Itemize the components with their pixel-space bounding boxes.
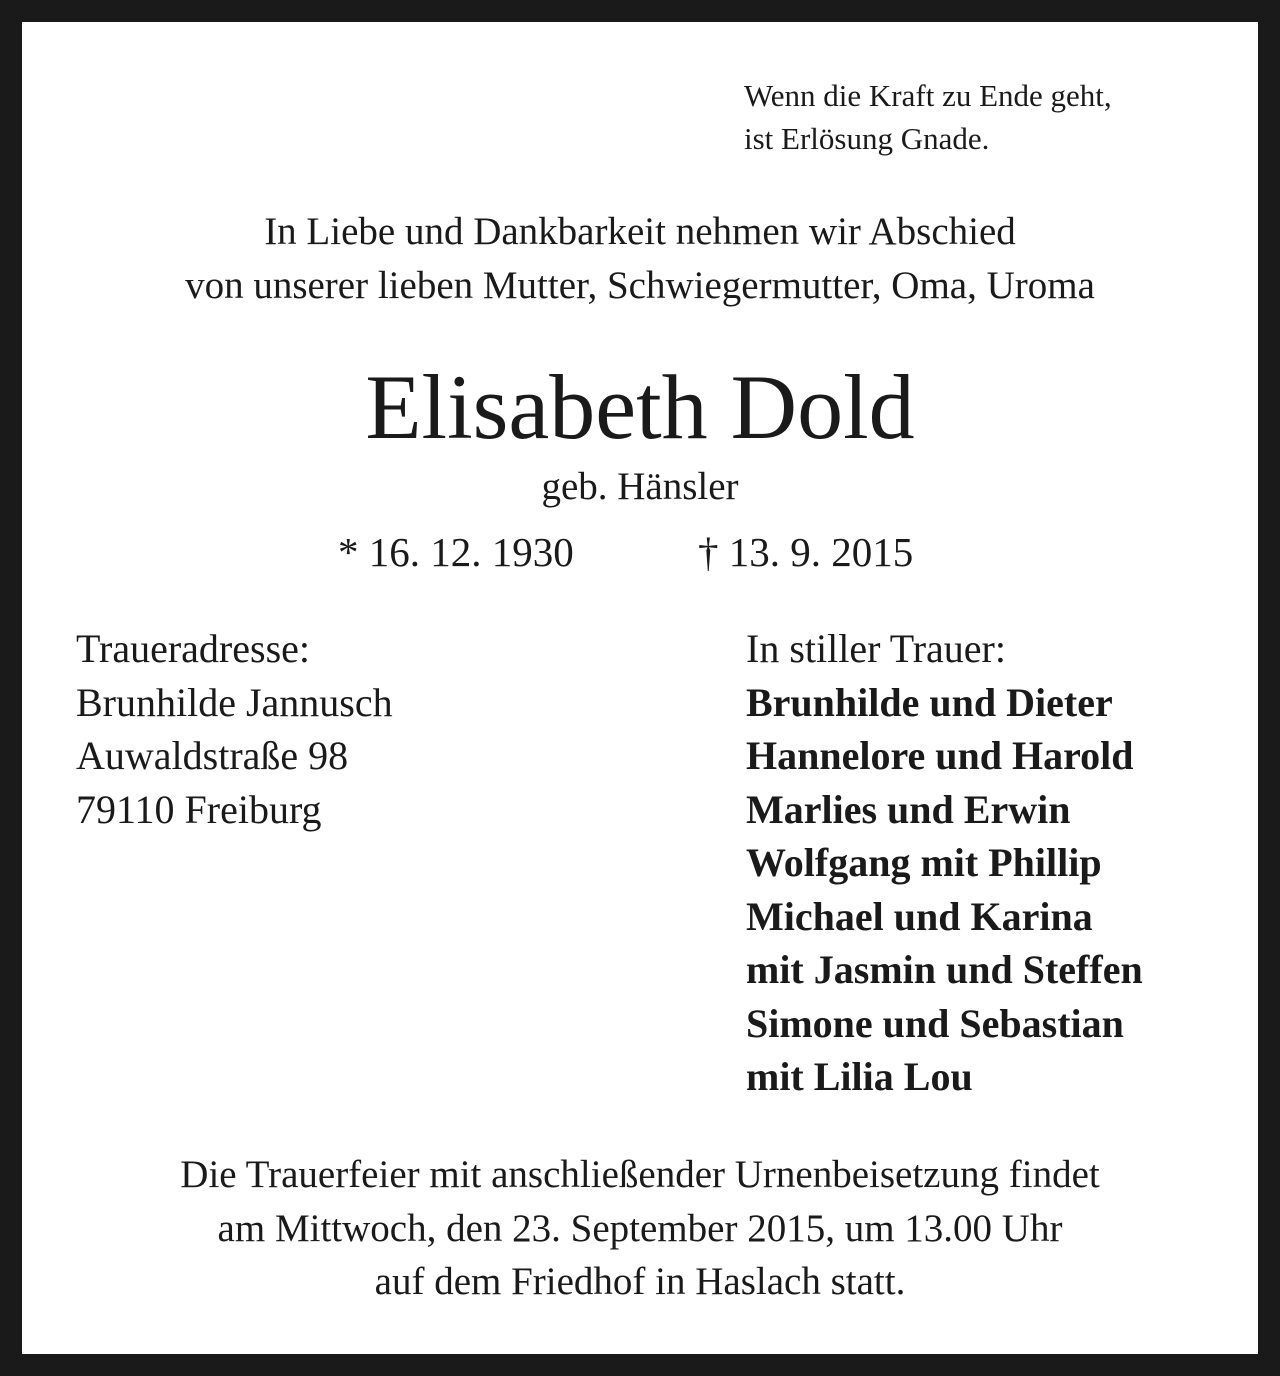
- motto-line: ist Erlösung Gnade.: [744, 121, 990, 156]
- birth-date: * 16. 12. 1930: [338, 529, 574, 575]
- mourners-list: [746, 622, 1143, 1104]
- mourner-line: mit Lilia Lou: [746, 1054, 973, 1099]
- mourner-line: Michael und Karina: [746, 893, 1093, 939]
- deceased-name: Elisabeth Dold: [365, 356, 915, 458]
- funeral-line: Die Trauerfeier mit anschließender Urnenbeisetzung findet: [180, 1153, 1100, 1196]
- mourner-line: Simone und Sebastian: [746, 1000, 1124, 1046]
- address-heading: Traueradresse:: [76, 626, 311, 671]
- motto-quote: [744, 74, 1112, 160]
- death-date: † 13. 9. 2015: [698, 529, 914, 575]
- address-line: Auwaldstraße 98: [76, 733, 349, 778]
- motto-line: Wenn die Kraft zu Ende geht,: [744, 78, 1112, 113]
- mourners-heading: In stiller Trauer:: [746, 626, 1006, 671]
- intro-line: von unserer lieben Mutter, Schwiegermutter, Oma, Uroma: [185, 264, 1095, 307]
- mourner-line: Wolfgang mit Phillip: [746, 840, 1102, 885]
- funeral-details: [22, 1148, 1258, 1309]
- mourner-line: Hannelore und Harold: [746, 733, 1134, 778]
- funeral-line: auf dem Friedhof in Haslach statt.: [374, 1260, 906, 1303]
- intro-line: In Liebe und Dankbarkeit nehmen wir Abschied: [264, 210, 1016, 253]
- mourning-address: [76, 622, 393, 836]
- obituary-notice: [22, 22, 1258, 1354]
- mourner-line: Brunhilde und Dieter: [746, 679, 1113, 725]
- mourner-line: mit Jasmin und Steffen: [746, 947, 1143, 992]
- address-line: 79110 Freiburg: [76, 786, 322, 832]
- address-line: Brunhilde Jannusch: [76, 679, 393, 725]
- maiden-name: geb. Hänsler: [541, 465, 739, 508]
- mourner-line: Marlies und Erwin: [746, 786, 1071, 832]
- funeral-line: am Mittwoch, den 23. September 2015, um 13.00 Uhr: [217, 1206, 1063, 1250]
- intro-text: [22, 205, 1258, 313]
